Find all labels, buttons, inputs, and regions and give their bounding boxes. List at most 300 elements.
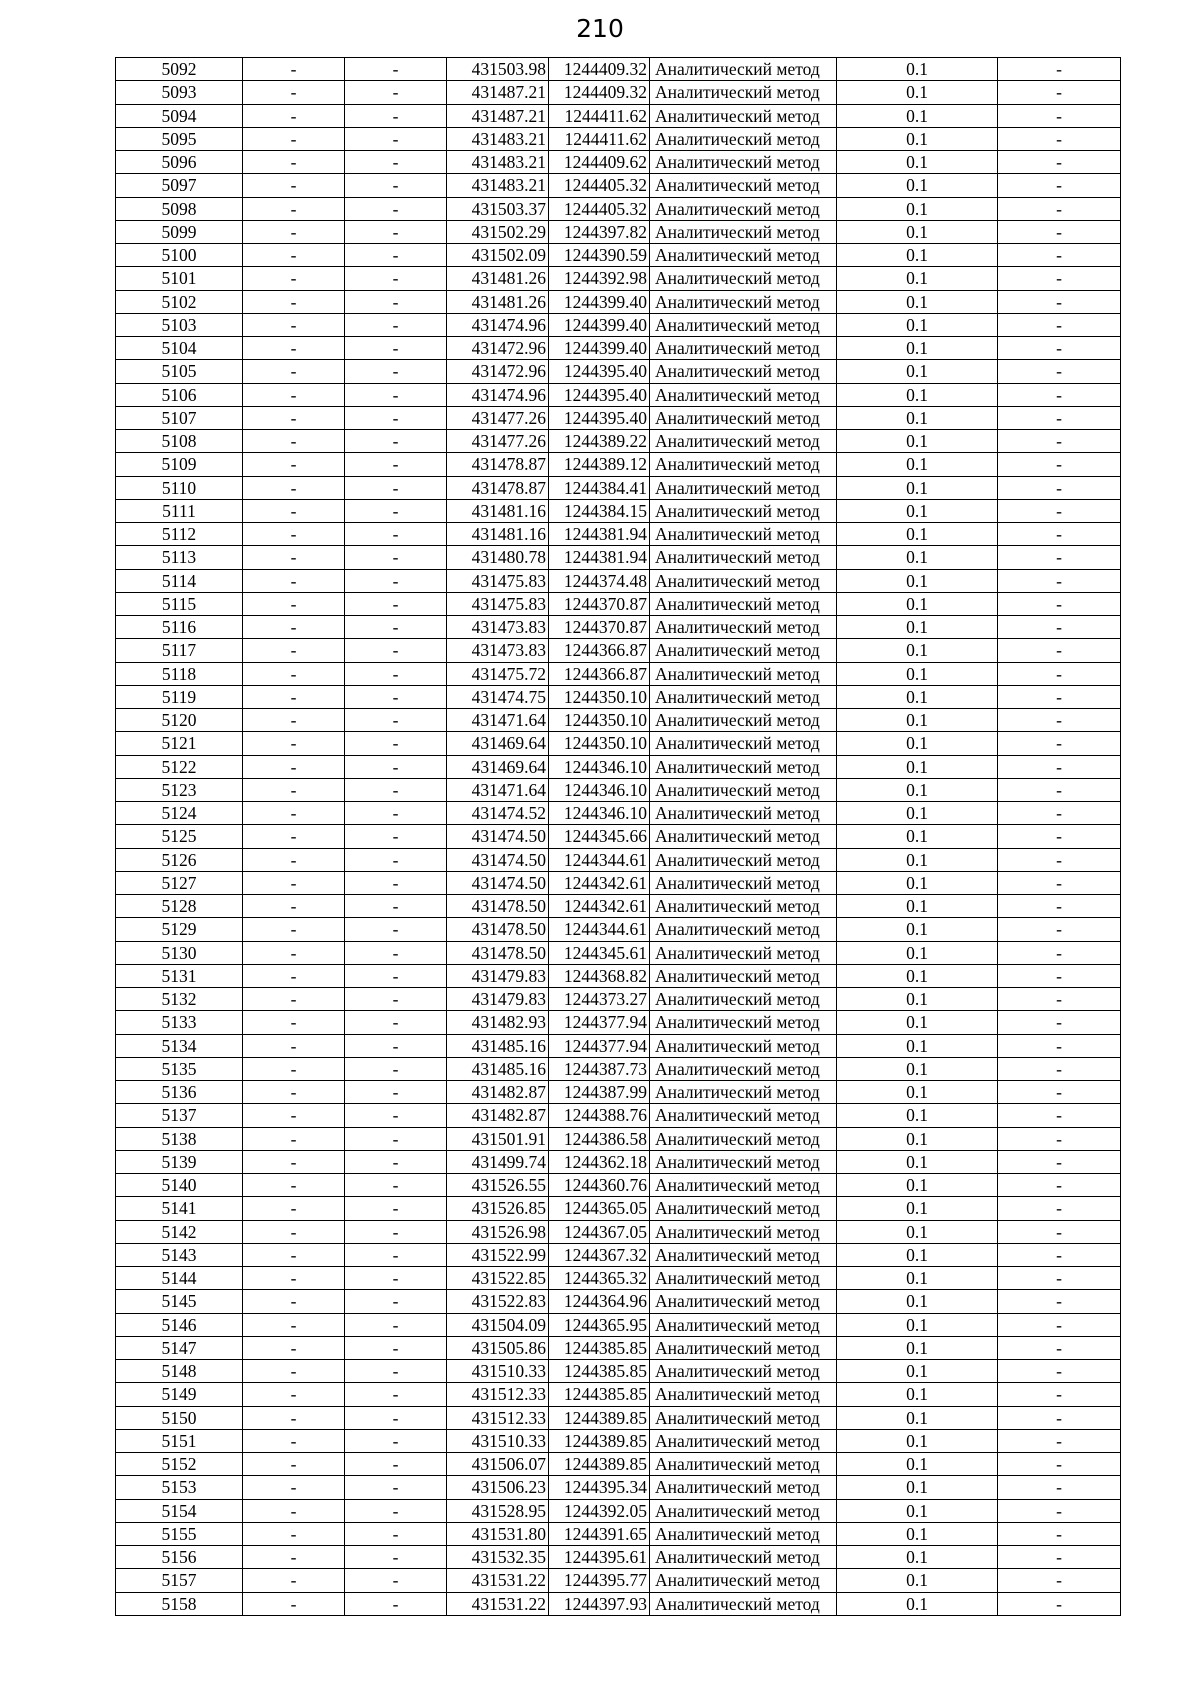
table-row <box>116 476 1121 499</box>
empty-value-cell: - <box>243 58 345 81</box>
point-number-cell: 5157 <box>116 1569 243 1592</box>
method-cell: Аналитический метод <box>650 592 837 615</box>
point-number-cell: 5115 <box>116 592 243 615</box>
empty-value-cell: - <box>243 569 345 592</box>
method-cell: Аналитический метод <box>650 639 837 662</box>
method-cell: Аналитический метод <box>650 802 837 825</box>
empty-value-cell: - <box>243 1453 345 1476</box>
precision-cell: 0.1 <box>837 1476 998 1499</box>
method-cell: Аналитический метод <box>650 1313 837 1336</box>
x-coordinate-cell: 431478.50 <box>447 918 549 941</box>
y-coordinate-cell: 1244350.10 <box>549 685 650 708</box>
y-coordinate-cell: 1244350.10 <box>549 732 650 755</box>
table-row <box>116 848 1121 871</box>
empty-value-cell: - <box>243 1081 345 1104</box>
empty-value-cell: - <box>243 1150 345 1173</box>
x-coordinate-cell: 431474.75 <box>447 685 549 708</box>
point-number-cell: 5093 <box>116 81 243 104</box>
x-coordinate-cell: 431487.21 <box>447 104 549 127</box>
description-cell: - <box>998 1011 1121 1034</box>
method-cell: Аналитический метод <box>650 383 837 406</box>
y-coordinate-cell: 1244405.32 <box>549 174 650 197</box>
method-cell: Аналитический метод <box>650 871 837 894</box>
description-cell: - <box>998 709 1121 732</box>
empty-value-cell: - <box>345 1592 447 1615</box>
point-number-cell: 5114 <box>116 569 243 592</box>
method-cell: Аналитический метод <box>650 1290 837 1313</box>
empty-value-cell: - <box>345 546 447 569</box>
empty-value-cell: - <box>243 1499 345 1522</box>
description-cell: - <box>998 1406 1121 1429</box>
method-cell: Аналитический метод <box>650 895 837 918</box>
precision-cell: 0.1 <box>837 523 998 546</box>
empty-value-cell: - <box>243 802 345 825</box>
empty-value-cell: - <box>243 1011 345 1034</box>
x-coordinate-cell: 431474.96 <box>447 383 549 406</box>
x-coordinate-cell: 431504.09 <box>447 1313 549 1336</box>
table-row <box>116 1081 1121 1104</box>
point-number-cell: 5116 <box>116 616 243 639</box>
method-cell: Аналитический метод <box>650 1522 837 1545</box>
description-cell: - <box>998 1453 1121 1476</box>
precision-cell: 0.1 <box>837 546 998 569</box>
x-coordinate-cell: 431483.21 <box>447 174 549 197</box>
description-cell: - <box>998 1592 1121 1615</box>
description-cell: - <box>998 1197 1121 1220</box>
point-number-cell: 5146 <box>116 1313 243 1336</box>
description-cell: - <box>998 1569 1121 1592</box>
empty-value-cell: - <box>243 383 345 406</box>
point-number-cell: 5096 <box>116 151 243 174</box>
empty-value-cell: - <box>243 895 345 918</box>
x-coordinate-cell: 431478.87 <box>447 476 549 499</box>
empty-value-cell: - <box>345 127 447 150</box>
precision-cell: 0.1 <box>837 918 998 941</box>
method-cell: Аналитический метод <box>650 918 837 941</box>
table-row <box>116 616 1121 639</box>
precision-cell: 0.1 <box>837 151 998 174</box>
point-number-cell: 5155 <box>116 1522 243 1545</box>
precision-cell: 0.1 <box>837 174 998 197</box>
x-coordinate-cell: 431482.93 <box>447 1011 549 1034</box>
y-coordinate-cell: 1244392.05 <box>549 1499 650 1522</box>
empty-value-cell: - <box>243 1127 345 1150</box>
empty-value-cell: - <box>243 1360 345 1383</box>
empty-value-cell: - <box>345 1383 447 1406</box>
precision-cell: 0.1 <box>837 1150 998 1173</box>
table-row <box>116 755 1121 778</box>
point-number-cell: 5150 <box>116 1406 243 1429</box>
method-cell: Аналитический метод <box>650 1011 837 1034</box>
empty-value-cell: - <box>243 220 345 243</box>
y-coordinate-cell: 1244377.94 <box>549 1034 650 1057</box>
point-number-cell: 5132 <box>116 988 243 1011</box>
method-cell: Аналитический метод <box>650 1336 837 1359</box>
table-row <box>116 709 1121 732</box>
precision-cell: 0.1 <box>837 1453 998 1476</box>
precision-cell: 0.1 <box>837 1313 998 1336</box>
empty-value-cell: - <box>243 290 345 313</box>
empty-value-cell: - <box>345 360 447 383</box>
point-number-cell: 5140 <box>116 1174 243 1197</box>
x-coordinate-cell: 431531.80 <box>447 1522 549 1545</box>
empty-value-cell: - <box>243 1243 345 1266</box>
precision-cell: 0.1 <box>837 430 998 453</box>
y-coordinate-cell: 1244389.85 <box>549 1406 650 1429</box>
description-cell: - <box>998 197 1121 220</box>
precision-cell: 0.1 <box>837 1104 998 1127</box>
point-number-cell: 5130 <box>116 941 243 964</box>
table-row <box>116 1592 1121 1615</box>
empty-value-cell: - <box>243 941 345 964</box>
empty-value-cell: - <box>243 778 345 801</box>
y-coordinate-cell: 1244360.76 <box>549 1174 650 1197</box>
table-row <box>116 1453 1121 1476</box>
empty-value-cell: - <box>243 871 345 894</box>
description-cell: - <box>998 1150 1121 1173</box>
empty-value-cell: - <box>345 1546 447 1569</box>
table-row <box>116 732 1121 755</box>
x-coordinate-cell: 431481.16 <box>447 523 549 546</box>
empty-value-cell: - <box>243 988 345 1011</box>
x-coordinate-cell: 431472.96 <box>447 360 549 383</box>
y-coordinate-cell: 1244386.58 <box>549 1127 650 1150</box>
empty-value-cell: - <box>345 430 447 453</box>
y-coordinate-cell: 1244392.98 <box>549 267 650 290</box>
precision-cell: 0.1 <box>837 778 998 801</box>
precision-cell: 0.1 <box>837 499 998 522</box>
y-coordinate-cell: 1244381.94 <box>549 523 650 546</box>
description-cell: - <box>998 360 1121 383</box>
description-cell: - <box>998 337 1121 360</box>
y-coordinate-cell: 1244395.61 <box>549 1546 650 1569</box>
empty-value-cell: - <box>243 1476 345 1499</box>
point-number-cell: 5154 <box>116 1499 243 1522</box>
precision-cell: 0.1 <box>837 1429 998 1452</box>
empty-value-cell: - <box>345 1034 447 1057</box>
x-coordinate-cell: 431477.26 <box>447 406 549 429</box>
method-cell: Аналитический метод <box>650 616 837 639</box>
method-cell: Аналитический метод <box>650 1220 837 1243</box>
method-cell: Аналитический метод <box>650 58 837 81</box>
empty-value-cell: - <box>243 337 345 360</box>
empty-value-cell: - <box>243 406 345 429</box>
empty-value-cell: - <box>345 1569 447 1592</box>
method-cell: Аналитический метод <box>650 546 837 569</box>
y-coordinate-cell: 1244373.27 <box>549 988 650 1011</box>
x-coordinate-cell: 431477.26 <box>447 430 549 453</box>
table-row <box>116 1127 1121 1150</box>
point-number-cell: 5133 <box>116 1011 243 1034</box>
description-cell: - <box>998 290 1121 313</box>
empty-value-cell: - <box>243 1104 345 1127</box>
empty-value-cell: - <box>345 476 447 499</box>
x-coordinate-cell: 431474.52 <box>447 802 549 825</box>
y-coordinate-cell: 1244391.65 <box>549 1522 650 1545</box>
table-row <box>116 546 1121 569</box>
precision-cell: 0.1 <box>837 1243 998 1266</box>
table-row <box>116 1150 1121 1173</box>
table-row <box>116 1104 1121 1127</box>
point-number-cell: 5134 <box>116 1034 243 1057</box>
precision-cell: 0.1 <box>837 941 998 964</box>
point-number-cell: 5141 <box>116 1197 243 1220</box>
description-cell: - <box>998 1476 1121 1499</box>
page-number: 210 <box>576 14 624 43</box>
point-number-cell: 5127 <box>116 871 243 894</box>
method-cell: Аналитический метод <box>650 197 837 220</box>
table-row <box>116 220 1121 243</box>
point-number-cell: 5123 <box>116 778 243 801</box>
table-row <box>116 1546 1121 1569</box>
x-coordinate-cell: 431481.16 <box>447 499 549 522</box>
empty-value-cell: - <box>345 918 447 941</box>
x-coordinate-cell: 431472.96 <box>447 337 549 360</box>
empty-value-cell: - <box>345 313 447 336</box>
empty-value-cell: - <box>243 964 345 987</box>
point-number-cell: 5136 <box>116 1081 243 1104</box>
method-cell: Аналитический метод <box>650 1406 837 1429</box>
empty-value-cell: - <box>243 1429 345 1452</box>
x-coordinate-cell: 431469.64 <box>447 732 549 755</box>
point-number-cell: 5129 <box>116 918 243 941</box>
table-row <box>116 1290 1121 1313</box>
empty-value-cell: - <box>243 1336 345 1359</box>
method-cell: Аналитический метод <box>650 1057 837 1080</box>
method-cell: Аналитический метод <box>650 1243 837 1266</box>
empty-value-cell: - <box>345 1476 447 1499</box>
empty-value-cell: - <box>345 220 447 243</box>
method-cell: Аналитический метод <box>650 662 837 685</box>
x-coordinate-cell: 431474.50 <box>447 871 549 894</box>
precision-cell: 0.1 <box>837 1406 998 1429</box>
empty-value-cell: - <box>345 290 447 313</box>
method-cell: Аналитический метод <box>650 732 837 755</box>
x-coordinate-cell: 431522.85 <box>447 1267 549 1290</box>
coordinates-table <box>115 57 1121 1616</box>
method-cell: Аналитический метод <box>650 988 837 1011</box>
precision-cell: 0.1 <box>837 1336 998 1359</box>
method-cell: Аналитический метод <box>650 1127 837 1150</box>
empty-value-cell: - <box>243 430 345 453</box>
point-number-cell: 5135 <box>116 1057 243 1080</box>
y-coordinate-cell: 1244381.94 <box>549 546 650 569</box>
empty-value-cell: - <box>243 127 345 150</box>
y-coordinate-cell: 1244411.62 <box>549 104 650 127</box>
method-cell: Аналитический метод <box>650 430 837 453</box>
method-cell: Аналитический метод <box>650 1499 837 1522</box>
empty-value-cell: - <box>345 1220 447 1243</box>
x-coordinate-cell: 431502.29 <box>447 220 549 243</box>
point-number-cell: 5100 <box>116 244 243 267</box>
precision-cell: 0.1 <box>837 988 998 1011</box>
description-cell: - <box>998 313 1121 336</box>
empty-value-cell: - <box>243 104 345 127</box>
table-row <box>116 895 1121 918</box>
precision-cell: 0.1 <box>837 383 998 406</box>
method-cell: Аналитический метод <box>650 220 837 243</box>
empty-value-cell: - <box>345 81 447 104</box>
empty-value-cell: - <box>345 104 447 127</box>
description-cell: - <box>998 802 1121 825</box>
method-cell: Аналитический метод <box>650 848 837 871</box>
empty-value-cell: - <box>345 267 447 290</box>
y-coordinate-cell: 1244345.61 <box>549 941 650 964</box>
empty-value-cell: - <box>345 1081 447 1104</box>
x-coordinate-cell: 431501.91 <box>447 1127 549 1150</box>
precision-cell: 0.1 <box>837 1546 998 1569</box>
empty-value-cell: - <box>345 1429 447 1452</box>
precision-cell: 0.1 <box>837 1499 998 1522</box>
precision-cell: 0.1 <box>837 1197 998 1220</box>
empty-value-cell: - <box>345 895 447 918</box>
y-coordinate-cell: 1244374.48 <box>549 569 650 592</box>
description-cell: - <box>998 267 1121 290</box>
point-number-cell: 5158 <box>116 1592 243 1615</box>
table-row <box>116 1499 1121 1522</box>
precision-cell: 0.1 <box>837 569 998 592</box>
empty-value-cell: - <box>345 337 447 360</box>
x-coordinate-cell: 431478.50 <box>447 941 549 964</box>
description-cell: - <box>998 895 1121 918</box>
method-cell: Аналитический метод <box>650 1360 837 1383</box>
table-row <box>116 104 1121 127</box>
empty-value-cell: - <box>345 802 447 825</box>
description-cell: - <box>998 104 1121 127</box>
table-row <box>116 1057 1121 1080</box>
y-coordinate-cell: 1244389.12 <box>549 453 650 476</box>
x-coordinate-cell: 431526.85 <box>447 1197 549 1220</box>
y-coordinate-cell: 1244409.32 <box>549 81 650 104</box>
empty-value-cell: - <box>345 1290 447 1313</box>
point-number-cell: 5145 <box>116 1290 243 1313</box>
empty-value-cell: - <box>345 383 447 406</box>
table-row <box>116 825 1121 848</box>
table-row <box>116 1336 1121 1359</box>
point-number-cell: 5109 <box>116 453 243 476</box>
description-cell: - <box>998 453 1121 476</box>
empty-value-cell: - <box>243 267 345 290</box>
empty-value-cell: - <box>243 685 345 708</box>
x-coordinate-cell: 431503.98 <box>447 58 549 81</box>
y-coordinate-cell: 1244399.40 <box>549 337 650 360</box>
description-cell: - <box>998 476 1121 499</box>
x-coordinate-cell: 431499.74 <box>447 1150 549 1173</box>
precision-cell: 0.1 <box>837 825 998 848</box>
empty-value-cell: - <box>243 1546 345 1569</box>
y-coordinate-cell: 1244411.62 <box>549 127 650 150</box>
point-number-cell: 5142 <box>116 1220 243 1243</box>
x-coordinate-cell: 431471.64 <box>447 778 549 801</box>
x-coordinate-cell: 431522.83 <box>447 1290 549 1313</box>
y-coordinate-cell: 1244397.82 <box>549 220 650 243</box>
empty-value-cell: - <box>345 662 447 685</box>
x-coordinate-cell: 431483.21 <box>447 151 549 174</box>
point-number-cell: 5120 <box>116 709 243 732</box>
description-cell: - <box>998 1522 1121 1545</box>
y-coordinate-cell: 1244385.85 <box>549 1360 650 1383</box>
method-cell: Аналитический метод <box>650 685 837 708</box>
empty-value-cell: - <box>243 1220 345 1243</box>
method-cell: Аналитический метод <box>650 151 837 174</box>
point-number-cell: 5139 <box>116 1150 243 1173</box>
point-number-cell: 5156 <box>116 1546 243 1569</box>
x-coordinate-cell: 431474.50 <box>447 825 549 848</box>
method-cell: Аналитический метод <box>650 313 837 336</box>
point-number-cell: 5097 <box>116 174 243 197</box>
empty-value-cell: - <box>243 918 345 941</box>
point-number-cell: 5107 <box>116 406 243 429</box>
table-row <box>116 1476 1121 1499</box>
description-cell: - <box>998 127 1121 150</box>
method-cell: Аналитический метод <box>650 244 837 267</box>
description-cell: - <box>998 1127 1121 1150</box>
description-cell: - <box>998 616 1121 639</box>
y-coordinate-cell: 1244346.10 <box>549 802 650 825</box>
point-number-cell: 5122 <box>116 755 243 778</box>
y-coordinate-cell: 1244399.40 <box>549 313 650 336</box>
empty-value-cell: - <box>345 1453 447 1476</box>
description-cell: - <box>998 499 1121 522</box>
method-cell: Аналитический метод <box>650 1592 837 1615</box>
empty-value-cell: - <box>243 1267 345 1290</box>
table-row <box>116 685 1121 708</box>
table-row <box>116 778 1121 801</box>
table-row <box>116 267 1121 290</box>
x-coordinate-cell: 431526.98 <box>447 1220 549 1243</box>
empty-value-cell: - <box>243 709 345 732</box>
point-number-cell: 5144 <box>116 1267 243 1290</box>
description-cell: - <box>998 662 1121 685</box>
precision-cell: 0.1 <box>837 267 998 290</box>
empty-value-cell: - <box>243 476 345 499</box>
empty-value-cell: - <box>345 755 447 778</box>
precision-cell: 0.1 <box>837 848 998 871</box>
method-cell: Аналитический метод <box>650 1197 837 1220</box>
point-number-cell: 5125 <box>116 825 243 848</box>
precision-cell: 0.1 <box>837 58 998 81</box>
description-cell: - <box>998 1313 1121 1336</box>
table-row <box>116 313 1121 336</box>
description-cell: - <box>998 1429 1121 1452</box>
method-cell: Аналитический метод <box>650 1267 837 1290</box>
empty-value-cell: - <box>345 244 447 267</box>
x-coordinate-cell: 431510.33 <box>447 1429 549 1452</box>
table-row <box>116 244 1121 267</box>
point-number-cell: 5148 <box>116 1360 243 1383</box>
x-coordinate-cell: 431502.09 <box>447 244 549 267</box>
empty-value-cell: - <box>345 639 447 662</box>
table-row <box>116 127 1121 150</box>
empty-value-cell: - <box>345 499 447 522</box>
table-row <box>116 1522 1121 1545</box>
description-cell: - <box>998 81 1121 104</box>
method-cell: Аналитический метод <box>650 1569 837 1592</box>
empty-value-cell: - <box>345 685 447 708</box>
x-coordinate-cell: 431478.87 <box>447 453 549 476</box>
empty-value-cell: - <box>345 569 447 592</box>
point-number-cell: 5101 <box>116 267 243 290</box>
y-coordinate-cell: 1244397.93 <box>549 1592 650 1615</box>
method-cell: Аналитический метод <box>650 499 837 522</box>
description-cell: - <box>998 1267 1121 1290</box>
point-number-cell: 5111 <box>116 499 243 522</box>
description-cell: - <box>998 174 1121 197</box>
x-coordinate-cell: 431505.86 <box>447 1336 549 1359</box>
empty-value-cell: - <box>345 616 447 639</box>
y-coordinate-cell: 1244346.10 <box>549 778 650 801</box>
point-number-cell: 5113 <box>116 546 243 569</box>
